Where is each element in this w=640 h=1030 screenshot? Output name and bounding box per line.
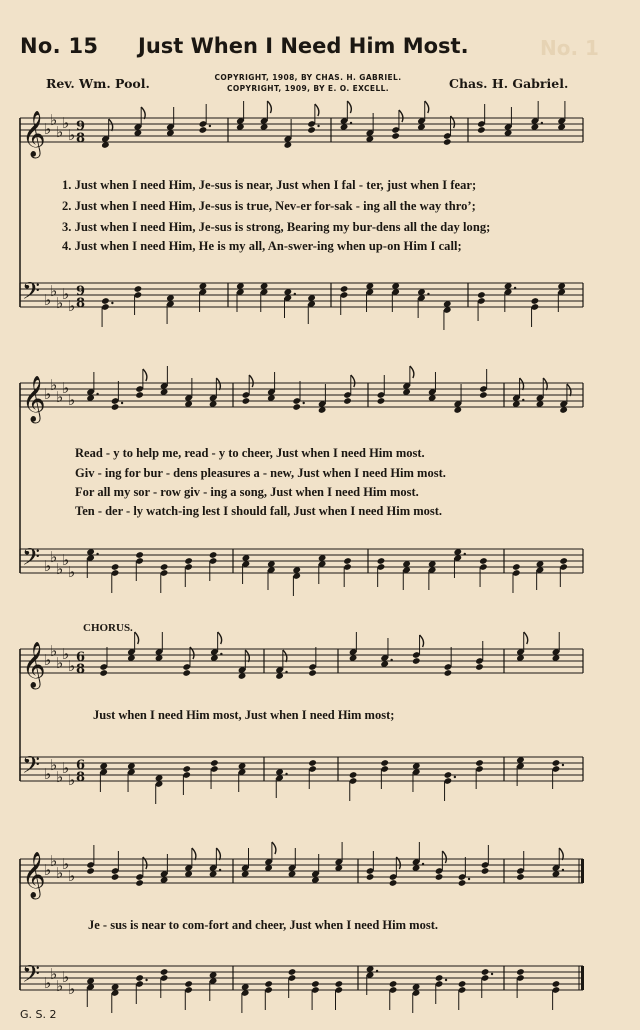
note-flag	[216, 378, 220, 390]
flat-icon: ♭	[56, 864, 64, 882]
flat-icon: ♭	[62, 645, 70, 663]
note-head	[516, 968, 525, 976]
note-flag	[283, 650, 287, 662]
flat-icon: ♭	[56, 388, 64, 406]
flat-icon: ♭	[56, 654, 64, 672]
note-flag	[347, 101, 351, 113]
note-head	[184, 557, 193, 565]
note-head	[111, 403, 120, 411]
note-head	[307, 126, 316, 134]
dot	[541, 122, 543, 124]
note-flag	[520, 378, 524, 390]
dot	[562, 869, 564, 871]
note-head	[458, 980, 467, 988]
refrain-line: For all my sor - row giv - ing a song, Just when I need Him most.	[75, 485, 419, 499]
flat-icon: ♭	[62, 968, 70, 986]
flat-icon: ♭	[68, 657, 76, 675]
note-head	[479, 557, 488, 565]
note-head	[111, 873, 120, 881]
note-head	[531, 297, 540, 305]
note-flag	[399, 110, 403, 122]
time-signature-numerator: 9	[76, 119, 86, 134]
note-flag	[410, 366, 414, 378]
flat-icon: ♭	[62, 855, 70, 873]
note-flag	[559, 848, 563, 860]
dot	[317, 125, 319, 127]
dot	[111, 302, 113, 304]
dot	[145, 979, 147, 981]
lyricist: Rev. Wm. Pool.	[46, 76, 150, 91]
treble-clef-icon: 𝄞	[22, 852, 46, 898]
flat-icon: ♭	[62, 551, 70, 569]
note-head	[412, 657, 421, 665]
note-head	[444, 771, 453, 779]
flat-icon: ♭	[50, 111, 58, 129]
dot	[522, 399, 524, 401]
time-signature-denominator: 8	[76, 296, 86, 311]
note-head	[308, 759, 317, 767]
note-flag	[218, 632, 222, 644]
flat-icon: ♭	[56, 123, 64, 141]
hymn-number: No. 15	[20, 34, 99, 58]
flat-icon: ♭	[62, 285, 70, 303]
note-head	[481, 968, 490, 976]
dot	[454, 776, 456, 778]
note-flag	[143, 369, 147, 381]
chorus-label: CHORUS.	[83, 622, 133, 634]
note-head	[111, 563, 120, 571]
note-head	[135, 391, 144, 399]
verse-line: 2. Just when I need Him, Je-sus is true, Nev-er for-sak - ing all the way thro’;	[62, 199, 476, 213]
flat-icon: ♭	[68, 980, 76, 998]
note-head	[292, 403, 301, 411]
time-signature-numerator: 6	[76, 650, 86, 665]
verse-line: 1. Just when I need Him, Je-sus is near, Just when I fal - ter, just when I fear;	[62, 178, 477, 192]
note-head	[182, 669, 191, 677]
note-head	[435, 974, 444, 982]
note-head	[135, 974, 144, 982]
note-flag	[249, 375, 253, 387]
note-head	[512, 563, 521, 571]
note-head	[160, 968, 169, 976]
note-head	[311, 980, 320, 988]
flat-icon: ♭	[62, 759, 70, 777]
final-barline	[581, 859, 584, 883]
treble-clef-icon: 𝄞	[22, 376, 46, 422]
dot	[562, 764, 564, 766]
dot	[302, 402, 304, 404]
flat-icon: ♭	[44, 651, 52, 669]
note-flag	[420, 635, 424, 647]
flat-icon: ♭	[56, 977, 64, 995]
flat-icon: ♭	[50, 756, 58, 774]
flat-icon: ♭	[68, 563, 76, 581]
bleed-through-text: No. 1	[540, 36, 599, 60]
refrain-line: Read - y to help me, read - y to cheer, Just when I need Him most.	[75, 446, 425, 460]
refrain-line: Ten - der - ly watch-ing lest I should fall, Just when I need Him most.	[75, 504, 443, 518]
note-head	[308, 669, 317, 677]
note-head	[481, 867, 490, 875]
dot	[285, 671, 287, 673]
chorus-lyric-line: Just when I need Him most, Just when I need Him most;	[93, 708, 395, 722]
flat-icon: ♭	[50, 548, 58, 566]
note-head	[389, 980, 398, 988]
flat-icon: ♭	[68, 126, 76, 144]
note-head	[334, 980, 343, 988]
dot	[294, 293, 296, 295]
note-head	[458, 879, 467, 887]
note-head	[134, 285, 143, 293]
note-head	[552, 980, 561, 988]
note-head	[242, 397, 251, 405]
dot	[376, 970, 378, 972]
note-head	[475, 663, 484, 671]
note-head	[477, 126, 486, 134]
note-head	[86, 867, 95, 875]
dot	[514, 287, 516, 289]
copyright-line: COPYRIGHT, 1908, BY CHAS. H. GABRIEL.	[214, 73, 402, 82]
dot	[464, 553, 466, 555]
treble-clef-icon: 𝄞	[22, 642, 46, 688]
bass-clef-icon: 𝄢	[22, 277, 41, 310]
flat-icon: ♭	[56, 294, 64, 312]
note-head	[391, 132, 400, 140]
note-head	[210, 759, 219, 767]
flat-icon: ♭	[50, 852, 58, 870]
note-head	[264, 980, 273, 988]
page-footer: G. S. 2	[20, 1008, 57, 1021]
note-head	[435, 873, 444, 881]
note-flag	[267, 101, 271, 113]
note-head	[343, 397, 352, 405]
flat-icon: ♭	[44, 765, 52, 783]
note-head	[209, 551, 218, 559]
note-flag	[442, 851, 446, 863]
note-head	[479, 391, 488, 399]
dot	[350, 122, 352, 124]
note-head	[477, 291, 486, 299]
flat-icon: ♭	[44, 385, 52, 403]
time-signature-denominator: 8	[76, 131, 86, 146]
dot	[427, 293, 429, 295]
note-head	[135, 879, 144, 887]
note-head	[160, 563, 169, 571]
flat-icon: ♭	[50, 376, 58, 394]
note-flag	[245, 650, 249, 662]
dot	[468, 878, 470, 880]
note-flag	[141, 107, 145, 119]
dot	[96, 393, 98, 395]
note-head	[377, 397, 386, 405]
verse-line: 3. Just when I need Him, Je-sus is strong, Bearing my bur-dens all the day long;	[62, 220, 491, 234]
note-flag	[216, 848, 220, 860]
bass-clef-icon: 𝄢	[22, 751, 41, 784]
note-head	[389, 879, 398, 887]
flat-icon: ♭	[68, 867, 76, 885]
dot	[220, 653, 222, 655]
time-signature-denominator: 8	[76, 662, 86, 677]
note-flag	[425, 101, 429, 113]
note-flag	[272, 842, 276, 854]
note-head	[340, 285, 349, 293]
dot	[96, 553, 98, 555]
note-head	[349, 771, 358, 779]
note-head	[444, 669, 453, 677]
flat-icon: ♭	[50, 642, 58, 660]
chorus-lyric-line: Je - sus is near to com-fort and cheer, Just when I need Him most.	[88, 918, 438, 932]
note-head	[199, 126, 208, 134]
dot	[445, 979, 447, 981]
flat-icon: ♭	[50, 965, 58, 983]
dot	[285, 773, 287, 775]
dot	[422, 863, 424, 865]
flat-icon: ♭	[56, 768, 64, 786]
treble-clef-icon: 𝄞	[22, 111, 46, 157]
note-head	[552, 759, 561, 767]
flat-icon: ♭	[68, 297, 76, 315]
final-barline	[581, 966, 584, 990]
dot	[121, 402, 123, 404]
note-head	[182, 765, 191, 773]
bass-clef-icon: 𝄢	[22, 960, 41, 993]
composer: Chas. H. Gabriel.	[449, 76, 569, 91]
flat-icon: ♭	[44, 861, 52, 879]
note-head	[135, 551, 144, 559]
note-head	[559, 557, 568, 565]
flat-icon: ♭	[68, 771, 76, 789]
note-flag	[192, 848, 196, 860]
flat-icon: ♭	[62, 379, 70, 397]
flat-icon: ♭	[50, 282, 58, 300]
flat-icon: ♭	[56, 560, 64, 578]
time-signature-numerator: 9	[76, 284, 86, 299]
flat-icon: ♭	[44, 291, 52, 309]
time-signature-denominator: 8	[76, 770, 86, 785]
note-flag	[351, 375, 355, 387]
verse-line: 4. Just when I need Him, He is my all, An-swer-ing when up-on Him I call;	[62, 239, 462, 253]
note-head	[380, 759, 389, 767]
note-head	[443, 138, 452, 146]
dot	[390, 659, 392, 661]
bass-clef-icon: 𝄢	[22, 543, 41, 576]
note-head	[366, 873, 375, 881]
note-head	[101, 297, 110, 305]
note-flag	[109, 119, 113, 131]
dot	[491, 973, 493, 975]
note-flag	[315, 104, 319, 116]
flat-icon: ♭	[44, 557, 52, 575]
note-head	[99, 669, 108, 677]
note-head	[288, 968, 297, 976]
note-head	[377, 557, 386, 565]
refrain-line: Giv - ing for bur - dens pleasures a - new, Just when I need Him most.	[75, 466, 446, 480]
flat-icon: ♭	[68, 391, 76, 409]
note-head	[343, 557, 352, 565]
flat-icon: ♭	[44, 120, 52, 138]
copyright-line: COPYRIGHT, 1909, BY E. O. EXCELL.	[226, 84, 390, 93]
note-flag	[543, 378, 547, 390]
flat-icon: ♭	[44, 974, 52, 992]
note-flag	[567, 384, 571, 396]
flat-icon: ♭	[62, 114, 70, 132]
note-head	[475, 759, 484, 767]
note-flag	[135, 632, 139, 644]
dot	[209, 125, 211, 127]
note-head	[516, 873, 525, 881]
dot	[219, 869, 221, 871]
hymn-title: Just When I Need Him Most.	[138, 34, 469, 58]
note-head	[184, 980, 193, 988]
time-signature-numerator: 6	[76, 758, 86, 773]
note-flag	[524, 632, 528, 644]
